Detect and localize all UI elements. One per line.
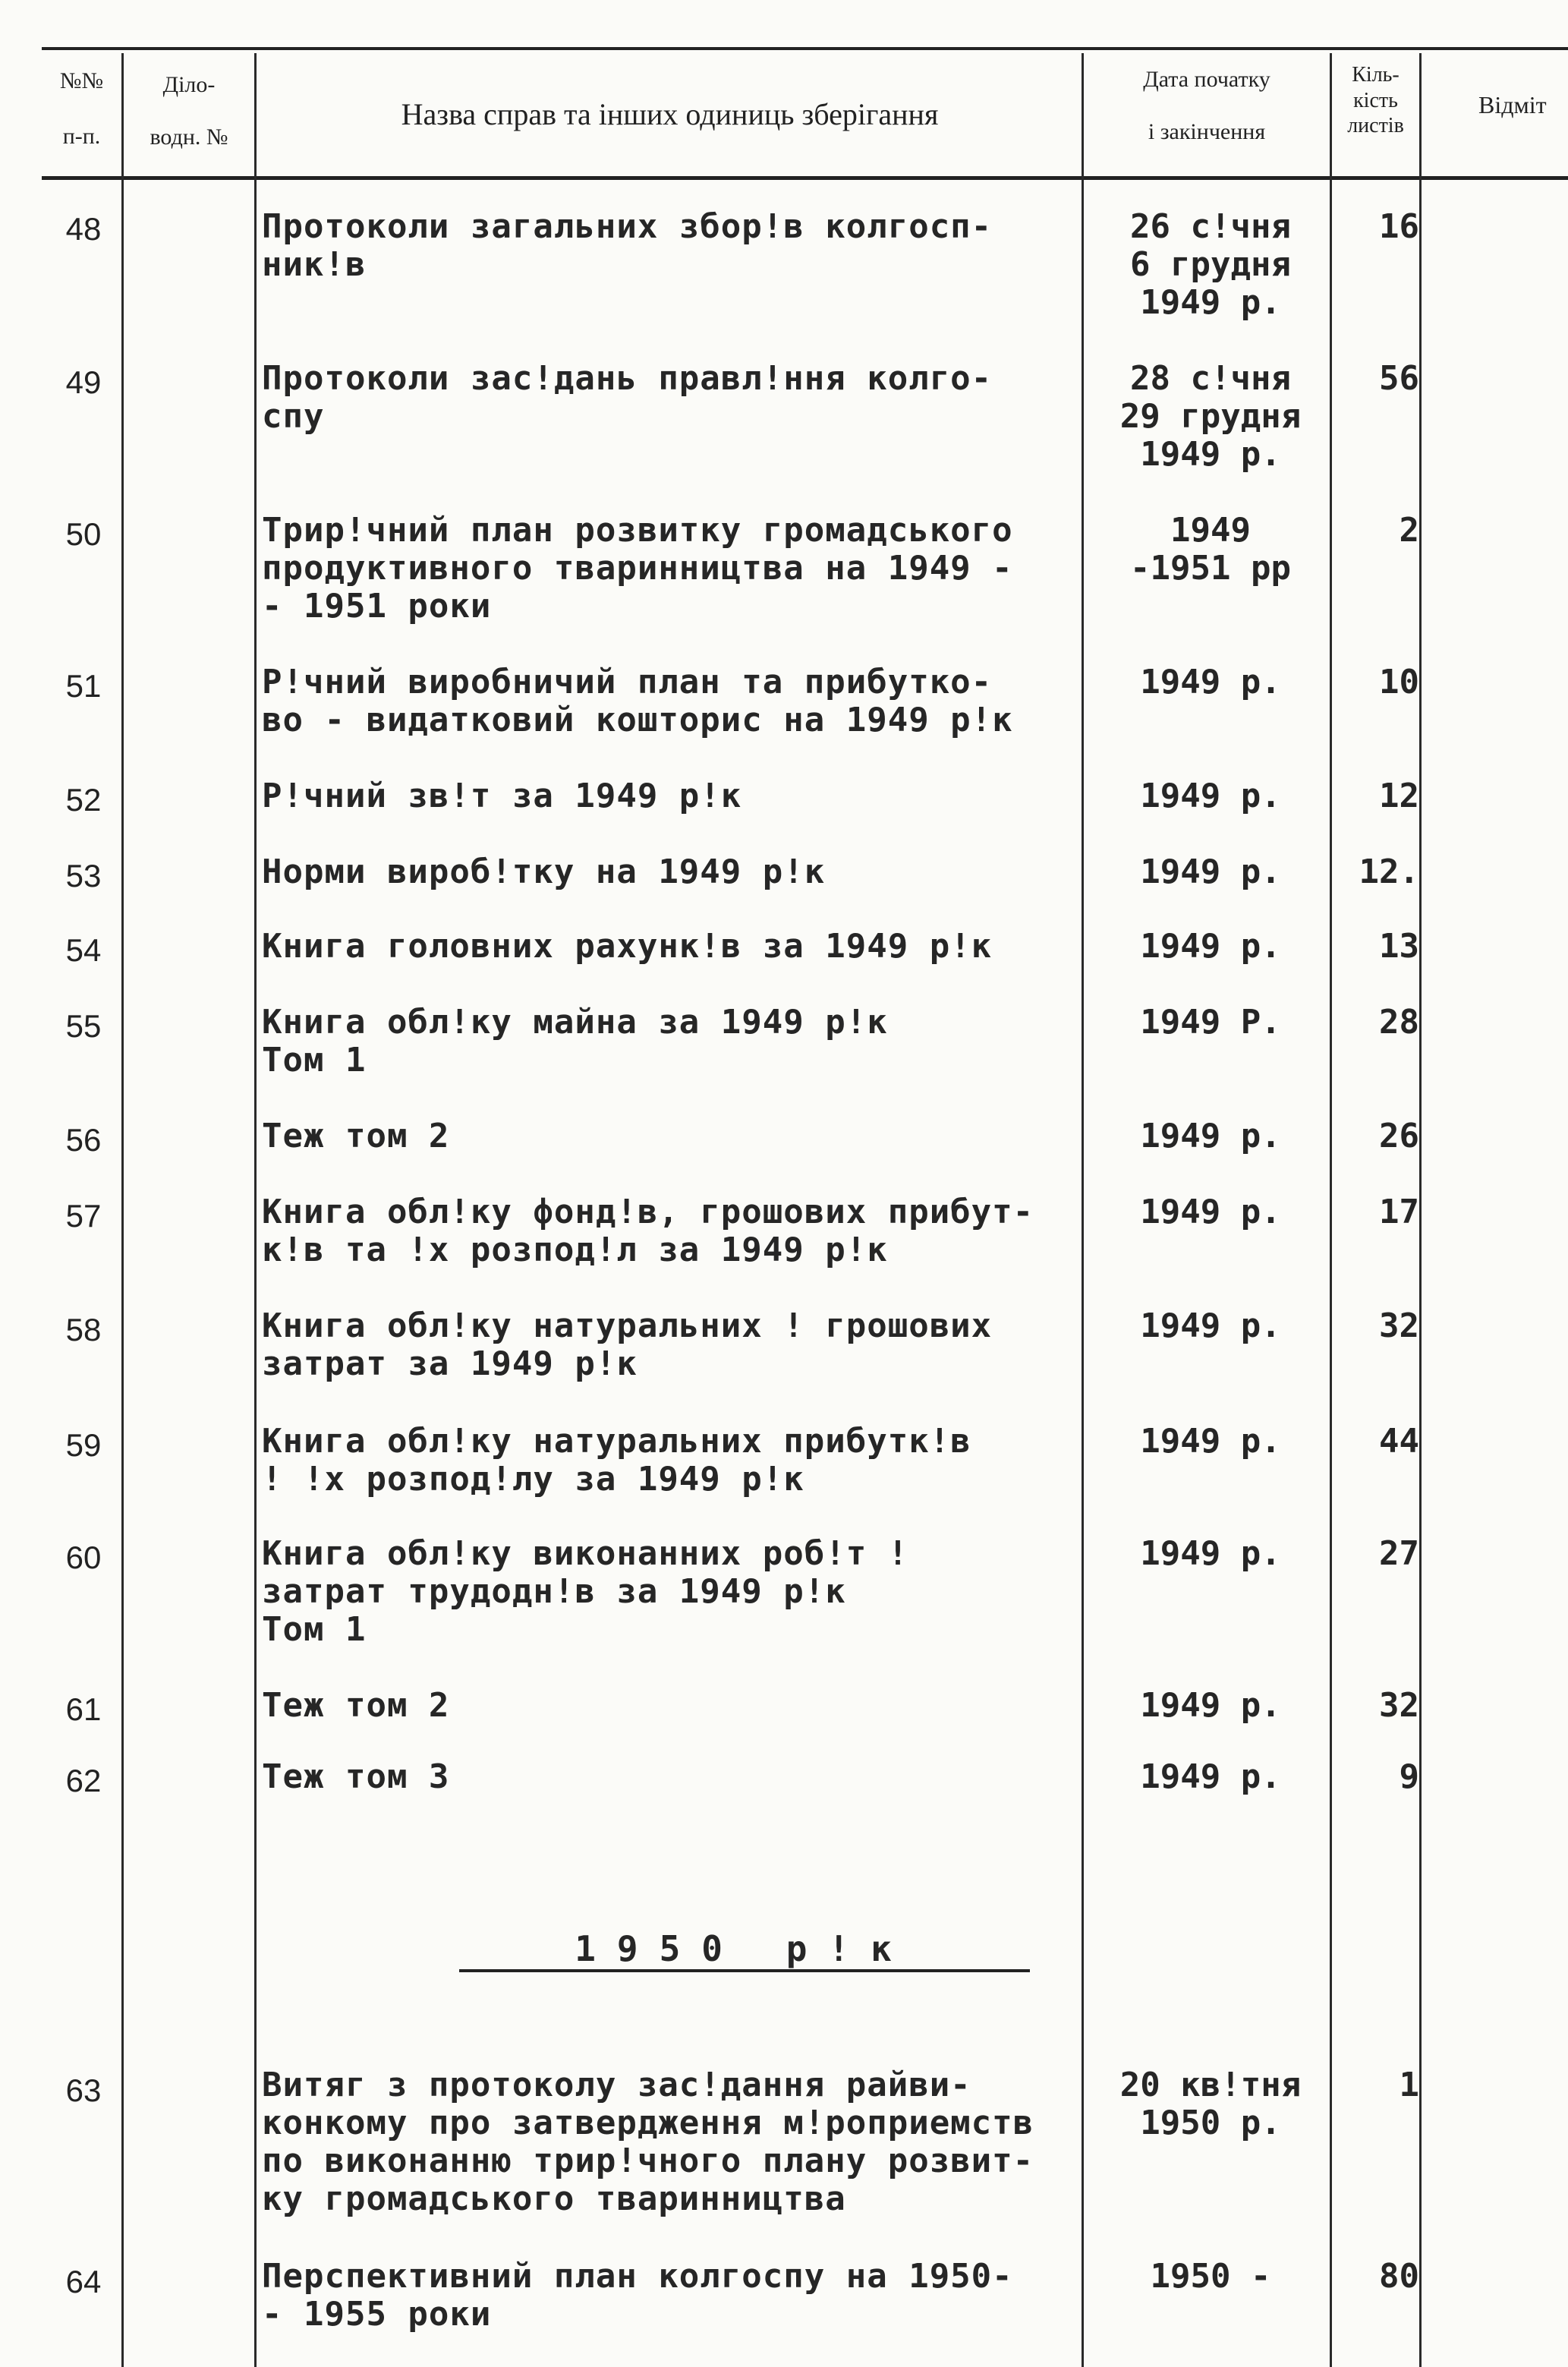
row-number: 50: [65, 516, 102, 552]
row-title: Теж том 2: [262, 1117, 450, 1155]
row-sheets: 28: [1379, 1003, 1419, 1042]
section-underline: [459, 1969, 1030, 1972]
row-number: 48: [65, 211, 102, 247]
row-sheets: 12.: [1359, 853, 1419, 891]
row-title: Теж том 2: [262, 1686, 450, 1725]
row-title: Книга обл!ку натуральних ! грошових затрат за 1949 р!к: [262, 1306, 993, 1383]
section-year-heading: 1950 р!к: [575, 1928, 913, 1969]
row-title: Теж том 3: [262, 1757, 450, 1796]
row-number: 58: [65, 1312, 102, 1347]
row-date: 26 с!чня 6 грудня 1949 р.: [1130, 207, 1291, 322]
row-number: 51: [65, 668, 102, 704]
row-title: Протоколи зас!дань правл!ння колго- спу: [262, 359, 993, 436]
row-number: 53: [65, 858, 102, 894]
row-title: Норми вироб!тку на 1949 р!к: [262, 853, 826, 891]
header-col-date-line2: і закінчення: [1148, 118, 1266, 144]
header-col-date: [1084, 67, 1330, 145]
row-date: 1949 р.: [1140, 777, 1281, 815]
row-title: Перспективний план колгоспу на 1950- - 1955 роки: [262, 2257, 1013, 2334]
row-title: Книга головних рахунк!в за 1949 р!к: [262, 927, 993, 966]
row-number: 61: [65, 1691, 102, 1727]
row-date: 1949 Р.: [1140, 1003, 1281, 1042]
row-title: Книга обл!ку натуральних прибутк!в ! !х розпод!лу за 1949 р!к: [262, 1422, 971, 1499]
row-sheets: 2: [1399, 511, 1419, 550]
top-rule: [42, 47, 1568, 50]
row-title: Книга обл!ку майна за 1949 р!к Том 1: [262, 1003, 888, 1079]
row-sheets: 56: [1379, 359, 1419, 398]
row-number: 49: [65, 364, 102, 400]
row-number: 57: [65, 1198, 102, 1234]
row-date: 1949 р.: [1140, 1686, 1281, 1725]
col-divider-no: [121, 53, 124, 2367]
row-number: 64: [65, 2264, 102, 2299]
header-col-date-line1: Дата початку: [1143, 67, 1270, 92]
row-sheets: 27: [1379, 1534, 1419, 1573]
row-sheets: 44: [1379, 1422, 1419, 1461]
row-sheets: 32: [1379, 1686, 1419, 1725]
header-col-sheets-line3: листів: [1347, 114, 1404, 138]
col-divider-office: [254, 53, 257, 2367]
row-date: 1949 р.: [1140, 1193, 1281, 1231]
row-title: Витяг з протоколу зас!дання райви- конкому про затвердження м!роприемств по виконанню трир!чного плану розвит- ку громадського тваринництва: [262, 2066, 1034, 2218]
row-sheets: 32: [1379, 1306, 1419, 1345]
row-sheets: 80: [1379, 2257, 1419, 2296]
row-title: Книга обл!ку виконанних роб!т ! затрат трудодн!в за 1949 р!к Том 1: [262, 1534, 909, 1649]
header-col-office-line2: водн. №: [150, 124, 228, 150]
row-title: Книга обл!ку фонд!в, грошових прибут- к!в та !х розпод!л за 1949 р!к: [262, 1193, 1034, 1269]
row-number: 59: [65, 1427, 102, 1463]
row-title: Р!чний зв!т за 1949 р!к: [262, 777, 742, 815]
row-date: 1949 р.: [1140, 1757, 1281, 1796]
row-number: 60: [65, 1540, 102, 1575]
row-sheets: 16: [1379, 207, 1419, 246]
header-col-office-line1: Діло-: [162, 72, 216, 97]
row-date: 1949 р.: [1140, 1534, 1281, 1573]
row-sheets: 26: [1379, 1117, 1419, 1155]
header-col-no: [42, 68, 121, 150]
header-col-no-line2: п-п.: [62, 123, 101, 149]
row-sheets: 12: [1379, 777, 1419, 815]
header-col-sheets-line1: Кіль-: [1352, 63, 1400, 87]
row-date: 1949 р.: [1140, 853, 1281, 891]
row-sheets: 1: [1399, 2066, 1419, 2104]
row-date: 1949 р.: [1140, 1422, 1281, 1461]
col-divider-sheets: [1419, 53, 1422, 2367]
header-col-sheets-line2: кість: [1353, 88, 1398, 112]
row-number: 54: [65, 932, 102, 968]
row-number: 62: [65, 1763, 102, 1798]
row-title: Р!чний виробничий план та прибутко- во - видатковий кошторис на 1949 р!к: [262, 663, 1013, 739]
row-number: 56: [65, 1122, 102, 1158]
header-col-sheets: [1332, 62, 1419, 139]
row-date: 28 с!чня 29 грудня 1949 р.: [1119, 359, 1302, 474]
row-date: 20 кв!тня 1950 р.: [1119, 2066, 1302, 2142]
row-date: 1950 -: [1150, 2257, 1271, 2296]
row-date: 1949 -1951 рр: [1130, 511, 1291, 588]
row-number: 55: [65, 1008, 102, 1044]
row-sheets: 13: [1379, 927, 1419, 966]
row-title: Протоколи загальних збор!в колгосп- ник!в: [262, 207, 993, 284]
header-col-office: [124, 72, 254, 150]
row-title: Трир!чний план розвитку громадського продуктивного тваринництва на 1949 - - 1951 роки: [262, 511, 1013, 626]
row-date: 1949 р.: [1140, 663, 1281, 701]
row-date: 1949 р.: [1140, 1306, 1281, 1345]
header-col-no-line1: №№: [59, 68, 104, 93]
row-date: 1949 р.: [1140, 927, 1281, 966]
row-sheets: 10: [1379, 663, 1419, 701]
header-col-title: Назва справ та інших одиниць зберігання: [401, 97, 939, 131]
header-bottom-rule: [42, 176, 1568, 180]
row-sheets: 17: [1379, 1193, 1419, 1231]
header-col-notes: Відміт: [1478, 91, 1547, 118]
row-number: 63: [65, 2072, 102, 2108]
row-date: 1949 р.: [1140, 1117, 1281, 1155]
row-sheets: 9: [1399, 1757, 1419, 1796]
row-number: 52: [65, 782, 102, 818]
